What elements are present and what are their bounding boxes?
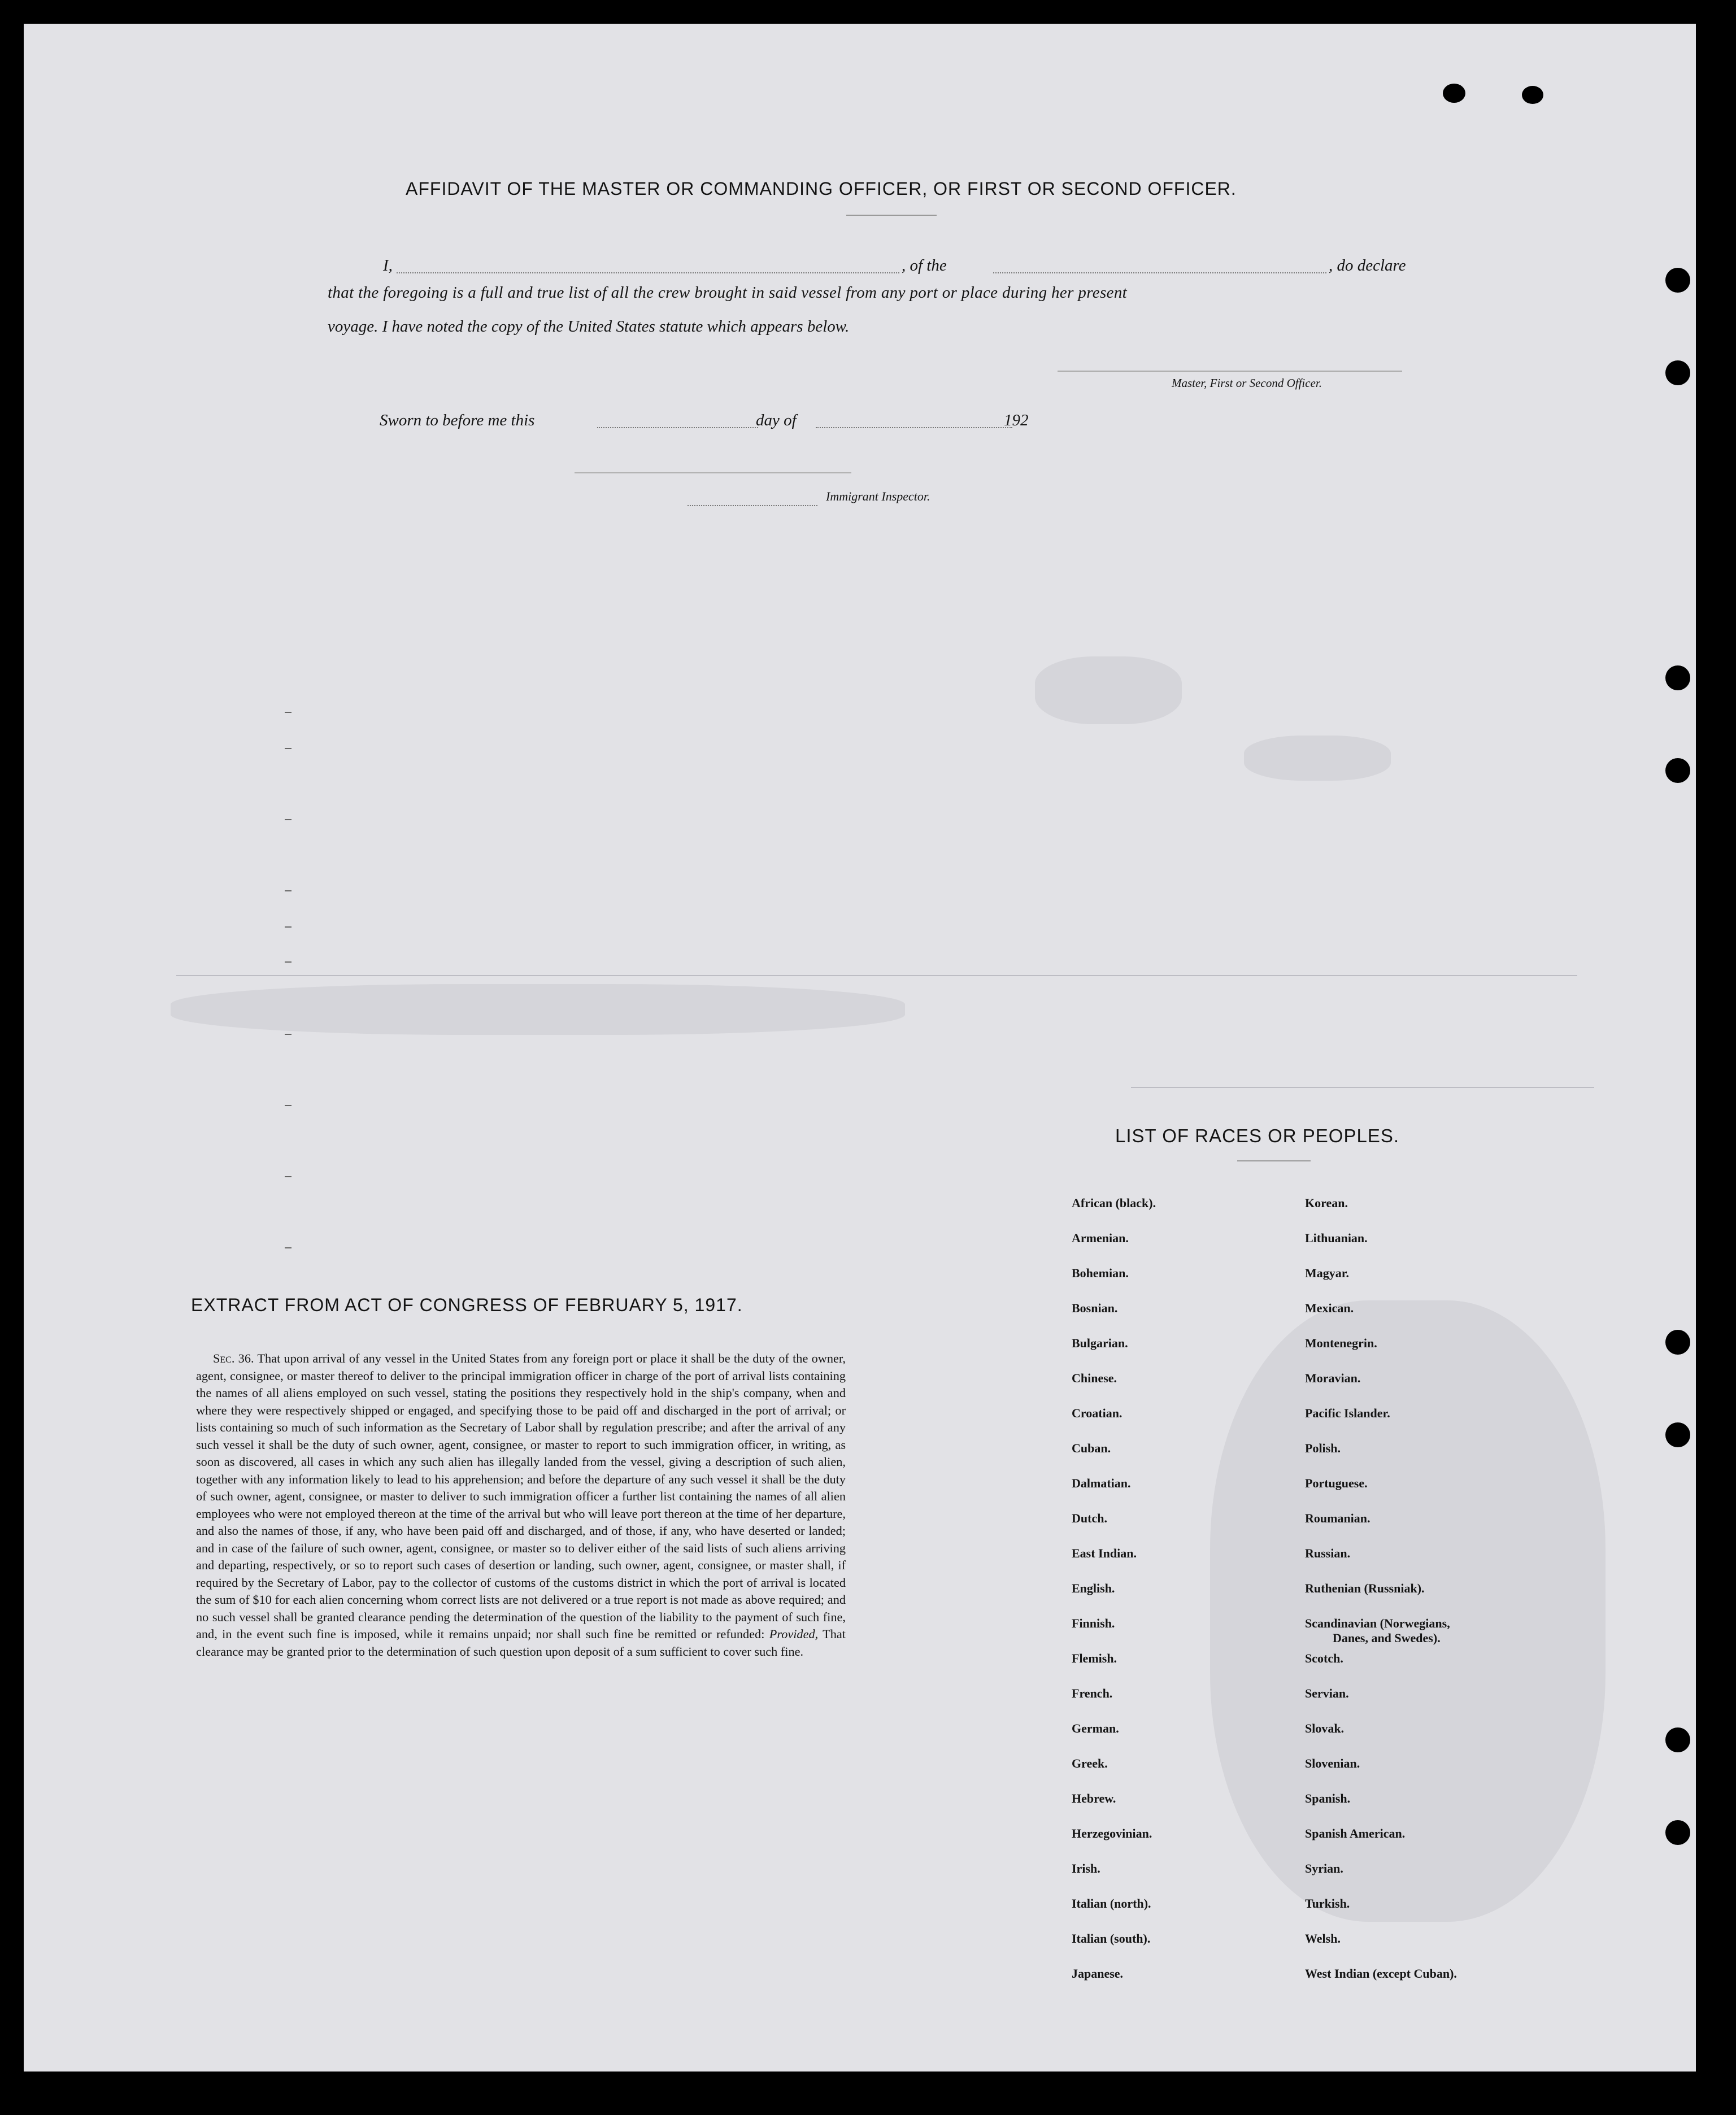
races-divider — [1237, 1160, 1311, 1161]
margin-tick — [285, 1034, 291, 1035]
extract-title: EXTRACT FROM ACT OF CONGRESS OF FEBRUARY 5, 1917. — [191, 1295, 743, 1315]
race-entry: German. — [1072, 1721, 1119, 1735]
inspector-caption: Immigrant Inspector. — [826, 489, 930, 503]
punch-hole — [1665, 1422, 1690, 1447]
affidavit-body-line-1: that the foregoing is a full and true list of all the crew brought in said vessel from any port or place during her present — [328, 284, 1128, 302]
race-entry: Dalmatian. — [1072, 1476, 1131, 1490]
race-entry: Servian. — [1305, 1686, 1349, 1700]
race-entry: Turkish. — [1305, 1896, 1350, 1911]
race-entry: Spanish American. — [1305, 1826, 1406, 1840]
handwriting-bleed — [956, 577, 975, 599]
race-entry: Herzegovinian. — [1072, 1826, 1152, 1840]
race-entry: Montenegrin. — [1305, 1336, 1377, 1350]
statute-body-end: That clearance may be granted prior to the determination of such question upon deposit of a sum sufficient to cover such fine. — [196, 1627, 846, 1659]
bleed-through-mark — [1035, 656, 1182, 724]
punch-hole — [1665, 360, 1690, 385]
race-entry: Irish. — [1072, 1861, 1100, 1875]
race-entry: Scotch. — [1305, 1651, 1343, 1665]
punch-hole — [1665, 665, 1690, 690]
race-entry: Roumanian. — [1305, 1511, 1370, 1525]
race-entry: Lithuanian. — [1305, 1231, 1368, 1245]
sworn-label: Sworn to before me this — [380, 411, 535, 429]
bleed-through-line — [176, 975, 1577, 976]
margin-tick — [285, 1176, 291, 1177]
race-entry: Japanese. — [1072, 1966, 1124, 1981]
punch-hole — [1665, 1820, 1690, 1845]
name-field[interactable] — [397, 272, 899, 273]
margin-tick — [285, 926, 291, 928]
race-entry: Mexican. — [1305, 1301, 1354, 1315]
section-label: Sec. 36. — [213, 1351, 254, 1365]
inspector-signature-line — [575, 472, 851, 473]
race-entry: Ruthenian (Russniak). — [1305, 1581, 1425, 1595]
i-label: I, — [383, 256, 393, 275]
race-entry: Italian (north). — [1072, 1896, 1151, 1911]
bleed-through-mark — [1210, 1300, 1606, 1922]
bleed-through-mark — [171, 984, 905, 1035]
punch-hole — [1522, 86, 1543, 104]
vessel-field[interactable] — [993, 272, 1326, 273]
margin-tick — [285, 819, 291, 820]
race-entry: Hebrew. — [1072, 1791, 1116, 1805]
race-entry: Slovenian. — [1305, 1756, 1360, 1770]
race-entry: Moravian. — [1305, 1371, 1361, 1385]
races-title: LIST OF RACES OR PEOPLES. — [1115, 1125, 1400, 1146]
race-entry: English. — [1072, 1581, 1115, 1595]
race-entry: Armenian. — [1072, 1231, 1129, 1245]
margin-tick — [285, 1105, 291, 1106]
master-signature-caption: Master, First or Second Officer. — [1172, 376, 1322, 390]
punch-hole — [1665, 1727, 1690, 1752]
statute-body: That upon arrival of any vessel in the United States from any foreign port or place it shall be the duty of the owner, agent, consignee, or master thereof to deliver to the principal immigration officer in charge of the port of arrival lists containing the names of all aliens employed on such vessel, stating the positions they respectively hold in the ship's company, when and where they were respectively shipped or engaged, and specifying those to be paid off and discharged in the port of arrival; or lists containing so much of such information as the Secretary of Labor shall by regulation prescribe; and after the arrival of any such vessel it shall be the duty of such owner, agent, consignee, or master to report to such immigration officer, in writing, as soon as discovered, all cases in which any such alien has illegally landed from the vessel, giving a description of such alien, together with any information likely to lead to his apprehension; and before the departure of any such vessel it shall be the duty of such owner, agent, consignee, or master to deliver to such immigration officer a further list containing the names of all alien employees who were not employed thereon at the time of the arrival but who will leave port thereon at the time of her departure, and also the names of those, if any, who have been paid off and discharged, and of those, if any, who have deserted or landed; and in case of the failure of such owner, agent, consignee, or master so to deliver either of the said lists of such aliens arriving and departing, respectively, or so to report such cases of desertion or landing, such owner, agent, consignee, or master shall, if required by the Secretary of Labor, pay to the collector of customs of the customs district in which the port of arrival is located the sum of $10 for each alien concerning whom correct lists are not delivered or a true report is not made as above required; and no such vessel shall be granted clearance pending the determination of the question of the liability to the payment of such fine, and, in the event such fine is imposed, while it remains unpaid; nor shall such fine be remitted or refunded: — [196, 1351, 846, 1641]
race-entry: Korean. — [1305, 1196, 1348, 1210]
declare-label: , do declare — [1329, 256, 1406, 275]
race-entry: Bohemian. — [1072, 1266, 1129, 1280]
race-entry: Bosnian. — [1072, 1301, 1118, 1315]
race-entry: West Indian (except Cuban). — [1305, 1966, 1457, 1981]
race-entry: Chinese. — [1072, 1371, 1117, 1385]
race-entry: Italian (south). — [1072, 1931, 1151, 1946]
margin-tick — [285, 1247, 291, 1248]
race-entry: Russian. — [1305, 1546, 1351, 1560]
margin-tick — [285, 890, 291, 891]
inspector-field[interactable] — [688, 505, 817, 506]
affidavit-body-line-2: voyage. I have noted the copy of the United States statute which appears below. — [328, 317, 850, 336]
race-entry: Scandinavian (Norwegians, — [1305, 1616, 1450, 1630]
race-entry: Slovak. — [1305, 1721, 1345, 1735]
punch-hole — [1665, 268, 1690, 293]
statute-text — [196, 1350, 846, 1660]
race-entry: Portuguese. — [1305, 1476, 1368, 1490]
margin-tick — [285, 961, 291, 963]
race-entry: East Indian. — [1072, 1546, 1137, 1560]
race-entry: French. — [1072, 1686, 1113, 1700]
race-entry: Welsh. — [1305, 1931, 1341, 1946]
race-entry: Dutch. — [1072, 1511, 1107, 1525]
race-entry: Flemish. — [1072, 1651, 1117, 1665]
race-entry: Magyar. — [1305, 1266, 1350, 1280]
of-the-label: , of the — [902, 256, 947, 275]
master-signature-field[interactable] — [1058, 371, 1402, 372]
affidavit-title: AFFIDAVIT OF THE MASTER OR COMMANDING OFFICER, OR FIRST OR SECOND OFFICER. — [406, 179, 1237, 199]
punch-hole — [1665, 1330, 1690, 1355]
race-entry: Spanish. — [1305, 1791, 1351, 1805]
race-entry: Croatian. — [1072, 1406, 1122, 1420]
day-field[interactable] — [597, 427, 758, 428]
bleed-through-line — [1131, 1087, 1594, 1088]
margin-tick — [285, 712, 291, 713]
margin-tick — [285, 748, 291, 749]
bleed-through-mark — [1244, 736, 1391, 781]
month-field[interactable] — [816, 427, 1012, 428]
day-of-label: day of — [756, 411, 797, 429]
race-entry: Finnish. — [1072, 1616, 1115, 1630]
race-entry: African (black). — [1072, 1196, 1156, 1210]
year-label: 192 — [1004, 411, 1029, 429]
punch-hole — [1665, 758, 1690, 783]
title-divider — [846, 215, 937, 216]
race-entry: Polish. — [1305, 1441, 1341, 1455]
race-entry: Syrian. — [1305, 1861, 1343, 1875]
race-entry: Pacific Islander. — [1305, 1406, 1390, 1420]
punch-hole — [1443, 84, 1465, 103]
form-page — [24, 24, 1696, 2072]
provided-label: Provided, — [769, 1627, 819, 1641]
race-entry-continuation: Danes, and Swedes). — [1333, 1631, 1441, 1645]
race-entry: Cuban. — [1072, 1441, 1111, 1455]
race-entry: Bulgarian. — [1072, 1336, 1128, 1350]
race-entry: Greek. — [1072, 1756, 1108, 1770]
